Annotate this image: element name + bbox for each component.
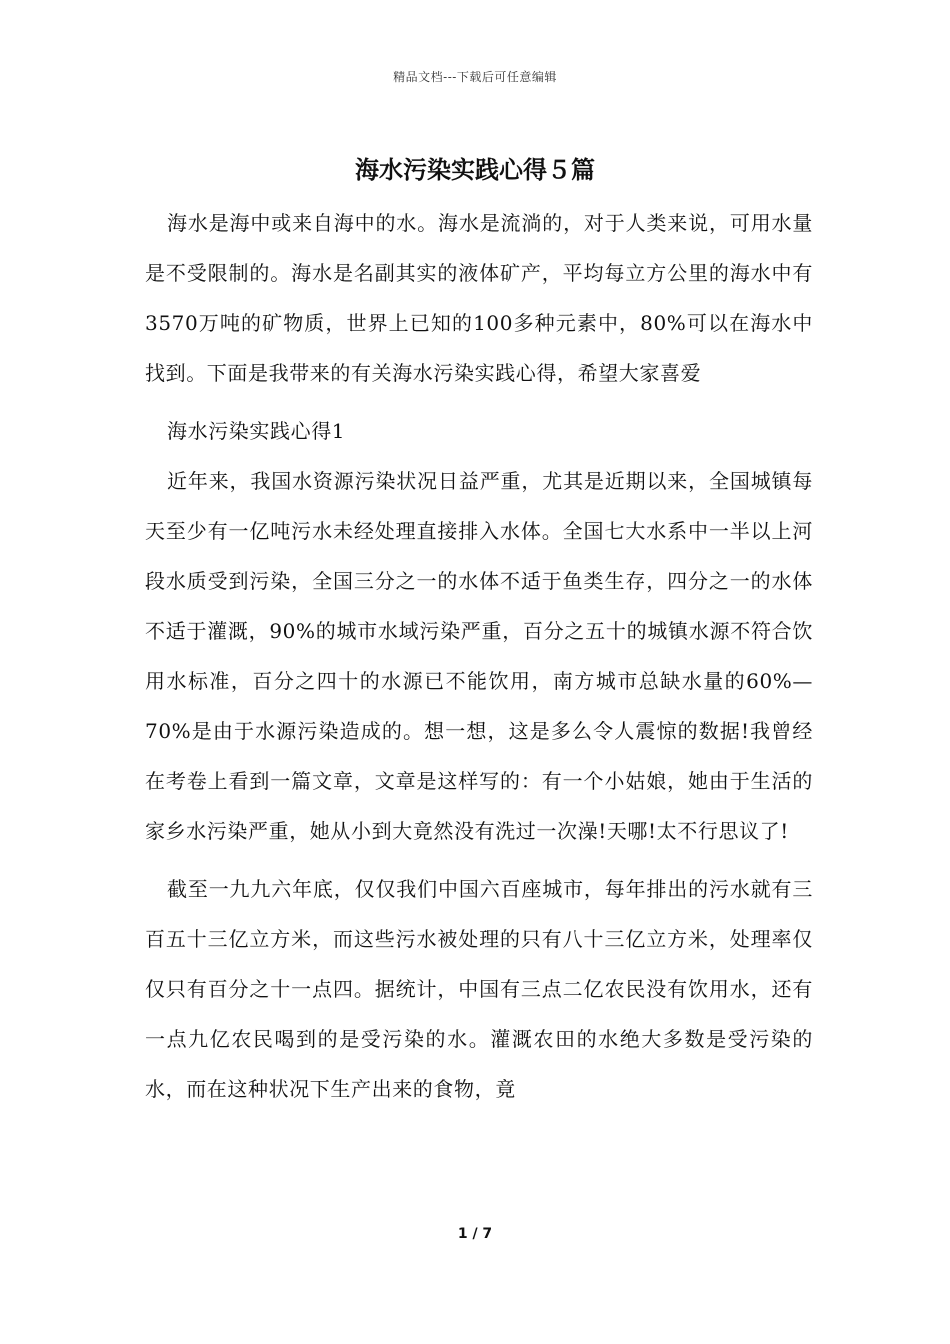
section-heading: 海水污染实践心得1 — [167, 419, 346, 443]
body-paragraph: 截至一九九六年底，仅仅我们中国六百座城市，每年排出的污水就有三百五十三亿立方米，而这些污水被处理的只有八十三亿立方米，处理率仅仅只有百分之十一点四。据统计，中国有三点二亿农民没有饮用水，还有一点九亿农民喝到的是受污染的水。灌溉农田的水绝大多数是受污染的水，而在这种状况下生产出来的食物，竟 — [145, 877, 813, 1101]
document-body — [145, 198, 813, 1122]
page-number: 1 / 7 — [457, 1226, 493, 1242]
intro-paragraph: 海水是海中或来自海中的水。海水是流淌的，对于人类来说，可用水量是不受限制的。海水是名副其实的液体矿产，平均每立方公里的海水中有3570万吨的矿物质，世界上已知的100多种元素中，80%可以在海水中找到。下面是我带来的有关海水污染实践心得，希望大家喜爱 — [145, 211, 813, 385]
header-note: 精品文档---下载后可任意编辑 — [393, 70, 557, 84]
body-paragraph: 近年来，我国水资源污染状况日益严重，尤其是近期以来，全国城镇每天至少有一亿吨污水未经处理直接排入水体。全国七大水系中一半以上河段水质受到污染，全国三分之一的水体不适于鱼类生存，四分之一的水体不适于灌溉，90%的城市水域污染严重，百分之五十的城镇水源不符合饮用水标准，百分之四十的水源已不能饮用，南方城市总缺水量的60%—70%是由于水源污染造成的。想一想，这是多么令人震惊的数据!我曾经在考卷上看到一篇文章，文章是这样写的：有一个小姑娘，她由于生活的家乡水污染严重，她从小到大竟然没有洗过一次澡!天哪!太不行思议了! — [145, 469, 813, 843]
document-title: 海水污染实践心得５篇 — [355, 155, 595, 184]
